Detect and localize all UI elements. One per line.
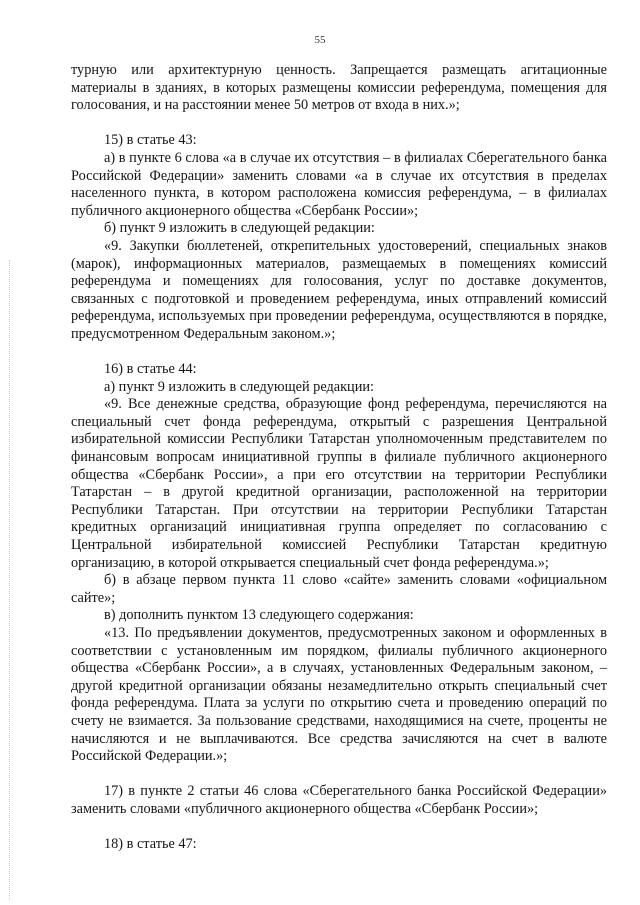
paragraph: 16) в статье 44: — [104, 361, 197, 378]
paragraph: 18) в статье 47: — [104, 836, 197, 853]
document-body — [71, 62, 607, 854]
page-number: 55 — [314, 34, 326, 46]
paragraph: «13. По предъявлении документов, предусмотренных законом и оформленных в соответствии с установленным им порядком, филиалы публичного акционерного общества «Сбербанк России», а в случаях, установленных Федеральным законом, – другой кредитной организации обязаны незамедлительно открыть специальный счет фонда референдума. Плата за услуги по открытию счета и проведению операций по счету не взимается. За пользование средствами, находящимися на счете, проценты не начисляются и не выплачиваются. Все средства зачисляются на счет в валюте Российской Федерации.»; — [71, 625, 607, 765]
paragraph: 17) в пункте 2 статьи 46 слова «Сберегательного банка Российской Федерации» заменить словами «публичного акционерного общества «Сбербанк России»; — [71, 783, 607, 817]
paragraph: 15) в статье 43: — [104, 132, 197, 149]
paragraph: в) дополнить пунктом 13 следующего содержания: — [104, 607, 414, 624]
paragraph: б) в абзаце первом пункта 11 слово «сайте» заменить словами «официальном сайте»; — [71, 572, 607, 606]
paragraph: а) в пункте 6 слова «а в случае их отсутствия – в филиалах Сберегательного банка Российской Федерации» заменить словами «а в случае их отсутствия в пределах населенного пункта, в котором расположена комиссия референдума, – в филиалах публичного акционерного общества «Сбербанк России»; — [71, 149, 607, 219]
paragraph: турную или архитектурную ценность. Запрещается размещать агитационные материалы в зданиях, в которых размещены комиссии референдума, помещения для голосования, и на расстоянии менее 50 метров от входа в них.»; — [71, 62, 607, 114]
paragraph: «9. Все денежные средства, образующие фонд референдума, перечисляются на специальный счет фонда референдума, открытый с разрешения Центральной избирательной комиссии Республики Татарстан уполномоченным представителем по финансовым вопросам инициативной группы в филиале публичного акционерного общества «Сбербанк России», а при его отсутствии на территории Республики Татарстан – в другой кредитной организации, расположенной на территории Республики Татарстан. При отсутствии на территории Республики Татарстан кредитных организаций инициативная группа определяет по согласованию с Центральной избирательной комиссией Республики Татарстан кредитную организацию, в которой открывается специальный счет фонда референдума.»; — [71, 396, 607, 571]
scan-margin-line — [9, 260, 10, 900]
paragraph: «9. Закупки бюллетеней, открепительных удостоверений, специальных знаков (марок), информационных материалов, размещаемых в помещениях комиссий референдума и помещениях для голосования, услуг по доставке документов, связанных с подготовкой и проведением референдума, иных отправлений комиссий референдума, используемых при проведении референдума, осуществляются в порядке, предусмотренном Федеральным законом.»; — [71, 237, 607, 342]
paragraph: а) пункт 9 изложить в следующей редакции: — [104, 378, 374, 395]
paragraph: б) пункт 9 изложить в следующей редакции: — [104, 220, 375, 237]
